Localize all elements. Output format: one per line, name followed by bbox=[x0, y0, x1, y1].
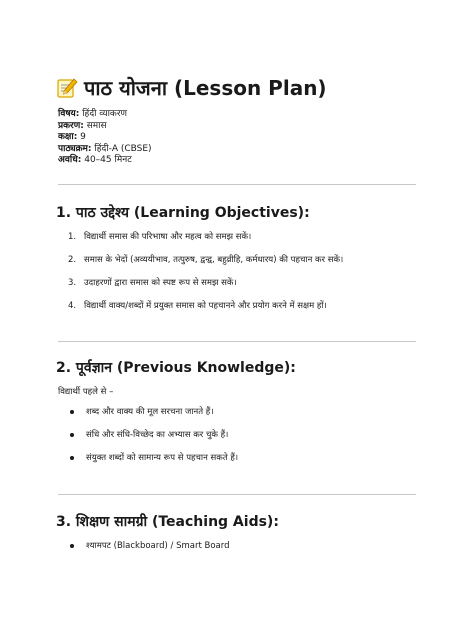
meta-value: समास bbox=[83, 120, 107, 131]
list-item bbox=[58, 452, 238, 464]
meta-topic bbox=[58, 121, 152, 133]
list-number: 4. bbox=[68, 301, 77, 311]
meta-value: हिंदी व्याकरण bbox=[79, 109, 128, 119]
list-item bbox=[58, 254, 343, 266]
meta-value: 40–45 मिनट bbox=[81, 155, 132, 165]
memo-icon bbox=[56, 77, 78, 99]
section-heading-previous-knowledge: 2. पूर्वज्ञान (Previous Knowledge): bbox=[56, 360, 296, 376]
list-item-text: समास के भेदों (अव्ययीभाव, तत्पुरुष, द्वन्द्व, बहुव्रीहि, कर्मधारय) की पहचान कर सकें। bbox=[84, 255, 344, 265]
lesson-meta bbox=[58, 109, 152, 167]
section-intro: विद्यार्थी पहले से – bbox=[58, 387, 114, 397]
list-item-text: शब्द और वाक्य की मूल सरचना जानते हैं। bbox=[86, 407, 214, 417]
section-heading-teaching-aids: 3. शिक्षण सामग्री (Teaching Aids): bbox=[56, 514, 279, 530]
list-item-text: श्यामपट (Blackboard) / Smart Board bbox=[86, 541, 230, 551]
list-item bbox=[58, 277, 343, 289]
meta-value: हिंदी-A (CBSE) bbox=[91, 143, 152, 154]
meta-label: कक्षा: bbox=[58, 132, 78, 142]
divider bbox=[58, 184, 416, 185]
list-item bbox=[58, 406, 238, 418]
divider bbox=[58, 494, 416, 495]
list-item bbox=[58, 231, 343, 243]
list-number: 1. bbox=[68, 232, 77, 242]
list-item-text: उदाहरणों द्वारा समास को स्पष्ट रूप से समझ सकें। bbox=[84, 278, 237, 288]
objectives-list bbox=[58, 231, 343, 323]
divider bbox=[58, 341, 416, 342]
bullet-icon bbox=[70, 410, 74, 414]
bullet-icon bbox=[70, 544, 74, 548]
meta-duration bbox=[58, 155, 152, 167]
page-title-text: पाठ योजना (Lesson Plan) bbox=[84, 76, 327, 100]
meta-class bbox=[58, 132, 152, 144]
previous-knowledge-list bbox=[58, 406, 238, 475]
meta-label: अवधि: bbox=[58, 155, 82, 165]
list-number: 2. bbox=[68, 255, 77, 265]
list-item-text: विद्यार्थी वाक्य/शब्दों में प्रयुक्त समास को पहचानने और प्रयोग करने में सक्षम हों। bbox=[84, 301, 327, 311]
meta-label: प्रकरण: bbox=[58, 120, 84, 131]
section-heading-objectives: 1. पाठ उद्देश्य (Learning Objectives): bbox=[56, 205, 310, 221]
bullet-icon bbox=[70, 456, 74, 460]
page-title bbox=[56, 73, 327, 103]
meta-syllabus bbox=[58, 144, 152, 156]
meta-value: 9 bbox=[77, 132, 86, 142]
list-item-text: संयुक्त शब्दों को सामान्य रूप से पहचान सकते हैं। bbox=[86, 453, 239, 463]
meta-label: पाठ्यक्रम: bbox=[58, 143, 92, 154]
bullet-icon bbox=[70, 433, 74, 437]
list-item bbox=[58, 540, 229, 552]
meta-subject bbox=[58, 109, 152, 121]
list-item bbox=[58, 300, 343, 312]
meta-label: विषय: bbox=[58, 109, 80, 119]
list-item bbox=[58, 429, 238, 441]
teaching-aids-list bbox=[58, 540, 229, 563]
list-item-text: विद्यार्थी समास की परिभाषा और महत्व को समझ सकें। bbox=[84, 232, 252, 242]
list-number: 3. bbox=[68, 278, 77, 288]
list-item-text: संधि और संधि-विच्छेद का अभ्यास कर चुके हैं। bbox=[86, 430, 229, 440]
